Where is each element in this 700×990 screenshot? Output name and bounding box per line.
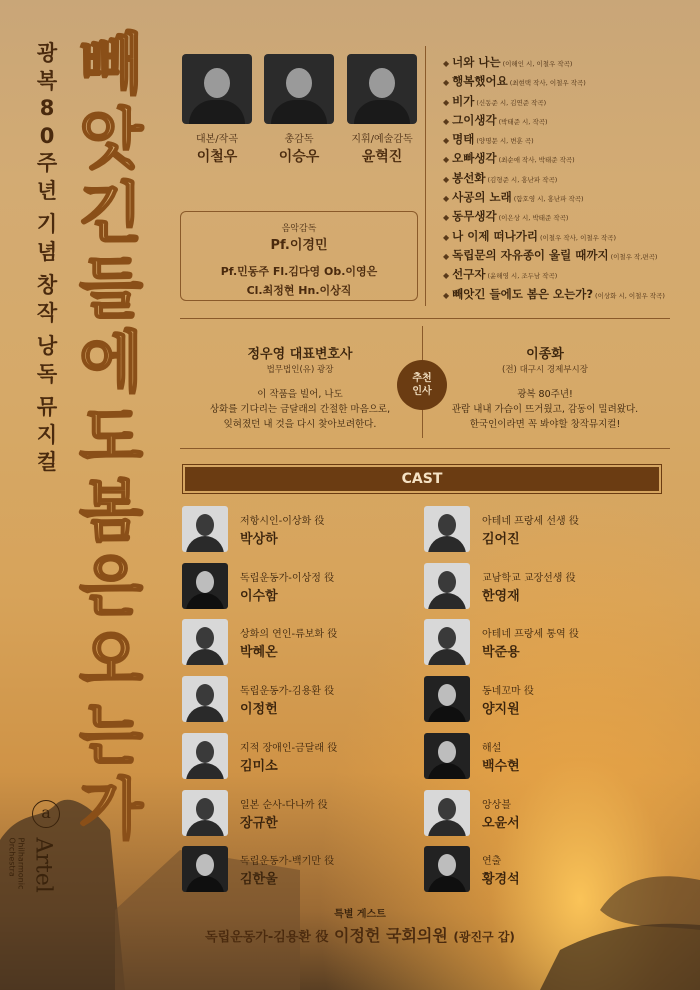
subtitle-char: 광	[36, 41, 58, 65]
cast-photo	[424, 790, 470, 836]
cast-photo	[182, 846, 228, 892]
song-credit: (최순애 작사, 박태준 작곡)	[498, 156, 575, 165]
diamond-bullet-icon: ◆	[443, 174, 450, 184]
recommender-affiliation: (전) 대구시 경제부시장	[502, 365, 588, 375]
cast-role: 지적 장애인-금달래 役	[240, 742, 338, 754]
song-title: 빼앗긴 들에도 봄은 오는가?	[452, 286, 594, 301]
artel-logo-icon: a	[32, 800, 60, 828]
song-item	[443, 93, 693, 112]
recommend-text: 이 작품을 빌어, 나도	[257, 389, 343, 400]
recommend-left	[185, 343, 415, 432]
diamond-bullet-icon: ◆	[443, 116, 450, 126]
cast-photo	[424, 506, 470, 552]
guest-name: 이정헌 국회의원	[334, 926, 448, 945]
cast-member	[424, 506, 644, 556]
diamond-bullet-icon: ◆	[443, 271, 450, 281]
subtitle-char: 기	[36, 212, 58, 236]
cast-role: 저항시인-이상화 役	[240, 516, 325, 527]
title-char: 앗	[79, 100, 143, 178]
cast-member	[182, 619, 402, 669]
cast-name: 박상하	[240, 532, 278, 547]
cast-member	[424, 846, 644, 896]
music-role: 음악감독	[281, 224, 317, 234]
song-item	[443, 112, 693, 131]
recommend-right	[420, 343, 670, 432]
diamond-bullet-icon: ◆	[443, 78, 450, 88]
recommender-name: 이종화	[526, 347, 564, 362]
subtitle-char: 주	[36, 151, 58, 175]
title-char: 봄	[79, 473, 143, 550]
cast-role: 아테네 프랑세 통역 役	[482, 629, 579, 641]
cast-photo	[182, 619, 228, 665]
cast-role: 해설	[482, 742, 502, 754]
cast-member	[424, 790, 644, 840]
title-char: 오	[79, 622, 143, 699]
song-title: 행복했어요	[452, 74, 508, 89]
cast-name: 박혜온	[240, 645, 278, 661]
title-vertical	[56, 28, 166, 848]
title-char: 도	[79, 398, 143, 476]
recommend-text: 광복 80주년!	[517, 389, 573, 400]
staff-role: 총감독	[284, 134, 314, 145]
cast-name: 양지원	[482, 702, 520, 718]
cast-role: 독립운동가-김용환 役	[240, 686, 335, 698]
cast-role: 교남학교 교장선생 役	[482, 572, 576, 584]
musicians-line1: Pf.민동주 Fl.김다영 Ob.이영은	[220, 265, 378, 278]
cast-photo	[182, 790, 228, 836]
cast-member	[182, 846, 402, 896]
staff-name: 이철우	[196, 149, 238, 165]
song-item	[443, 170, 693, 189]
diamond-bullet-icon: ◆	[443, 155, 450, 165]
cast-name: 장규한	[240, 815, 278, 831]
song-title: 비가	[452, 93, 475, 108]
diamond-bullet-icon: ◆	[443, 290, 450, 300]
song-title: 동무생각	[452, 209, 497, 224]
cast-photo	[424, 846, 470, 892]
cast-member	[424, 619, 644, 669]
song-item	[443, 54, 693, 73]
subtitle-char: 작	[36, 300, 58, 325]
musicians-line2: Cl.최정현 Hn.이상직	[246, 284, 352, 297]
subtitle-char: 0	[39, 123, 55, 148]
subtitle-char: 낭	[36, 334, 58, 358]
cast-member	[182, 676, 402, 726]
guest-heading: 특별 게스트	[334, 909, 386, 920]
cast-member	[182, 506, 402, 556]
song-credit: (이해인 시, 이철우 작곡)	[502, 60, 573, 68]
recommender-affiliation: 법무법인(유) 광장	[266, 365, 334, 375]
staff-conductor	[342, 54, 422, 166]
song-title: 나 이제 떠나가리	[452, 228, 538, 243]
diamond-bullet-icon: ◆	[443, 194, 450, 204]
cast-member	[182, 563, 402, 613]
cast-photo	[182, 563, 228, 609]
recommend-badge: 추천 인사	[397, 360, 447, 410]
cast-member	[424, 676, 644, 726]
song-credit: (박태준 시, 작곡)	[498, 117, 548, 126]
cast-name: 황경석	[482, 872, 520, 888]
cast-photo	[424, 563, 470, 609]
subtitle-char: 복	[36, 68, 58, 93]
staff-name: 이승우	[278, 149, 320, 165]
cast-name: 김어진	[482, 532, 520, 547]
diamond-bullet-icon: ◆	[443, 232, 450, 242]
song-credit: (양명문 시, 변훈 곡)	[476, 137, 534, 146]
song-title: 그이생각	[452, 112, 497, 127]
diamond-bullet-icon: ◆	[443, 213, 450, 223]
title-char: 가	[79, 771, 143, 848]
staff-photo	[182, 54, 252, 124]
guest-note: (광진구 갑)	[453, 930, 515, 944]
title-char: 는	[79, 696, 143, 774]
org-logo	[7, 800, 68, 970]
cast-photo	[182, 676, 228, 722]
title-char: 은	[79, 547, 143, 625]
song-item	[443, 208, 693, 227]
title-char: 빼	[79, 26, 143, 103]
song-title: 독립문의 자유종이 울릴 때까지	[452, 247, 609, 262]
staff-writer	[177, 54, 257, 166]
song-credit: (이철우 작,편곡)	[610, 252, 658, 261]
music-director-box	[180, 211, 418, 301]
org-line1: Philharmonic	[16, 837, 26, 890]
song-title: 너와 나는	[452, 55, 501, 69]
song-credit: (이철우 작사, 이철우 작곡)	[539, 233, 617, 242]
cast-role: 앙상블	[482, 799, 511, 811]
subtitle-char: 독	[36, 361, 58, 386]
song-item	[443, 150, 693, 169]
org-name: Artel	[30, 837, 56, 893]
cast-member	[424, 733, 644, 783]
cast-member	[182, 790, 402, 840]
subtitle-char: 8	[39, 96, 55, 120]
cast-photo	[424, 676, 470, 722]
song-title: 사공의 노래	[452, 190, 512, 205]
song-title: 선구자	[452, 267, 486, 282]
divider	[180, 448, 670, 449]
recommend-text: 한국인이라면 꼭 봐야할 창작뮤지컬!	[469, 419, 621, 430]
diamond-bullet-icon: ◆	[443, 59, 450, 68]
recommender-name: 정우영 대표변호사	[247, 347, 353, 362]
subtitle-char: 뮤	[36, 395, 58, 419]
song-credit: (김형준 시, 홍난파 작곡)	[487, 175, 558, 184]
staff-role: 대본/작곡	[195, 134, 238, 145]
song-credit: (신동준 시, 김연준 작곡)	[476, 98, 547, 107]
song-list	[443, 54, 693, 305]
cast-name: 오윤서	[482, 815, 520, 831]
song-credit: (최현택 작사, 이철우 작곡)	[509, 79, 586, 88]
cast-name: 이정헌	[240, 702, 278, 718]
song-item	[443, 266, 693, 285]
cast-name: 이수함	[240, 588, 278, 604]
song-title: 명태	[452, 132, 475, 147]
song-item	[443, 247, 693, 266]
song-item	[443, 73, 693, 92]
song-title: 오빠생각	[452, 151, 497, 166]
cast-role: 아테네 프랑세 선생 役	[482, 516, 579, 527]
staff-director	[259, 54, 339, 166]
divider	[425, 46, 426, 306]
subtitle-char: 지	[36, 422, 58, 447]
cast-role: 일본 순사-다나까 役	[240, 799, 328, 811]
cast-name: 김한울	[240, 872, 278, 888]
song-credit: (윤해영 시, 조두남 작곡)	[487, 272, 558, 281]
recommend-text: 상화를 기다리는 금달래의 간절한 마음으로,	[209, 404, 391, 415]
song-title: 봉선화	[452, 170, 486, 185]
cast-photo	[182, 506, 228, 552]
subtitle-char: 념	[36, 239, 58, 264]
org-line2: Orchestra	[7, 837, 17, 877]
divider	[180, 318, 670, 319]
staff-photo	[264, 54, 334, 124]
special-guest	[200, 905, 520, 946]
song-item	[443, 286, 693, 305]
song-credit: (이상화 시, 이철우 작곡)	[595, 291, 665, 300]
cast-member	[424, 563, 644, 613]
cast-name: 한영재	[482, 588, 520, 604]
staff-name: 윤혁진	[361, 149, 403, 165]
cast-photo	[424, 733, 470, 779]
title-char: 들	[79, 249, 143, 327]
cast-name: 백수현	[482, 758, 520, 774]
song-item	[443, 131, 693, 150]
staff-role: 지휘/예술감독	[351, 134, 413, 145]
guest-role: 독립운동가-김용환 役	[205, 930, 329, 945]
cast-photo	[182, 733, 228, 779]
song-item	[443, 228, 693, 247]
title-char: 긴	[79, 175, 143, 252]
cast-role: 상화의 연인-류보화 役	[240, 629, 338, 641]
diamond-bullet-icon: ◆	[443, 97, 450, 107]
cast-role: 독립운동가-백기만 役	[240, 856, 335, 868]
cast-photo	[424, 619, 470, 665]
cast-header-label: CAST	[185, 467, 659, 491]
recommend-text: 관람 내내 가슴이 뜨거웠고, 감동이 밀려왔다.	[451, 404, 639, 415]
cast-name: 박준용	[482, 645, 520, 661]
song-credit: (함호영 시, 홍난파 작곡)	[513, 195, 584, 204]
diamond-bullet-icon: ◆	[443, 136, 450, 146]
cast-role: 연출	[482, 856, 502, 868]
cast-role: 동네꼬마 役	[482, 686, 534, 698]
music-director-name: Pf.이경민	[270, 238, 328, 253]
cast-role: 독립운동가-이상정 役	[240, 572, 335, 584]
song-item	[443, 189, 693, 208]
subtitle-char: 창	[36, 273, 58, 297]
diamond-bullet-icon: ◆	[443, 251, 450, 261]
subtitle-char: 컬	[36, 450, 58, 474]
cast-name: 김미소	[240, 758, 278, 774]
title-char: 에	[79, 324, 143, 401]
cast-member	[182, 733, 402, 783]
cast-header	[182, 464, 662, 494]
staff-photo	[347, 54, 417, 124]
song-credit: (이은상 시, 박태준 작곡)	[498, 214, 569, 223]
subtitle-char: 년	[36, 178, 58, 203]
recommend-text: 잊혀졌던 내 것을 다시 찾아보려한다.	[223, 419, 377, 430]
